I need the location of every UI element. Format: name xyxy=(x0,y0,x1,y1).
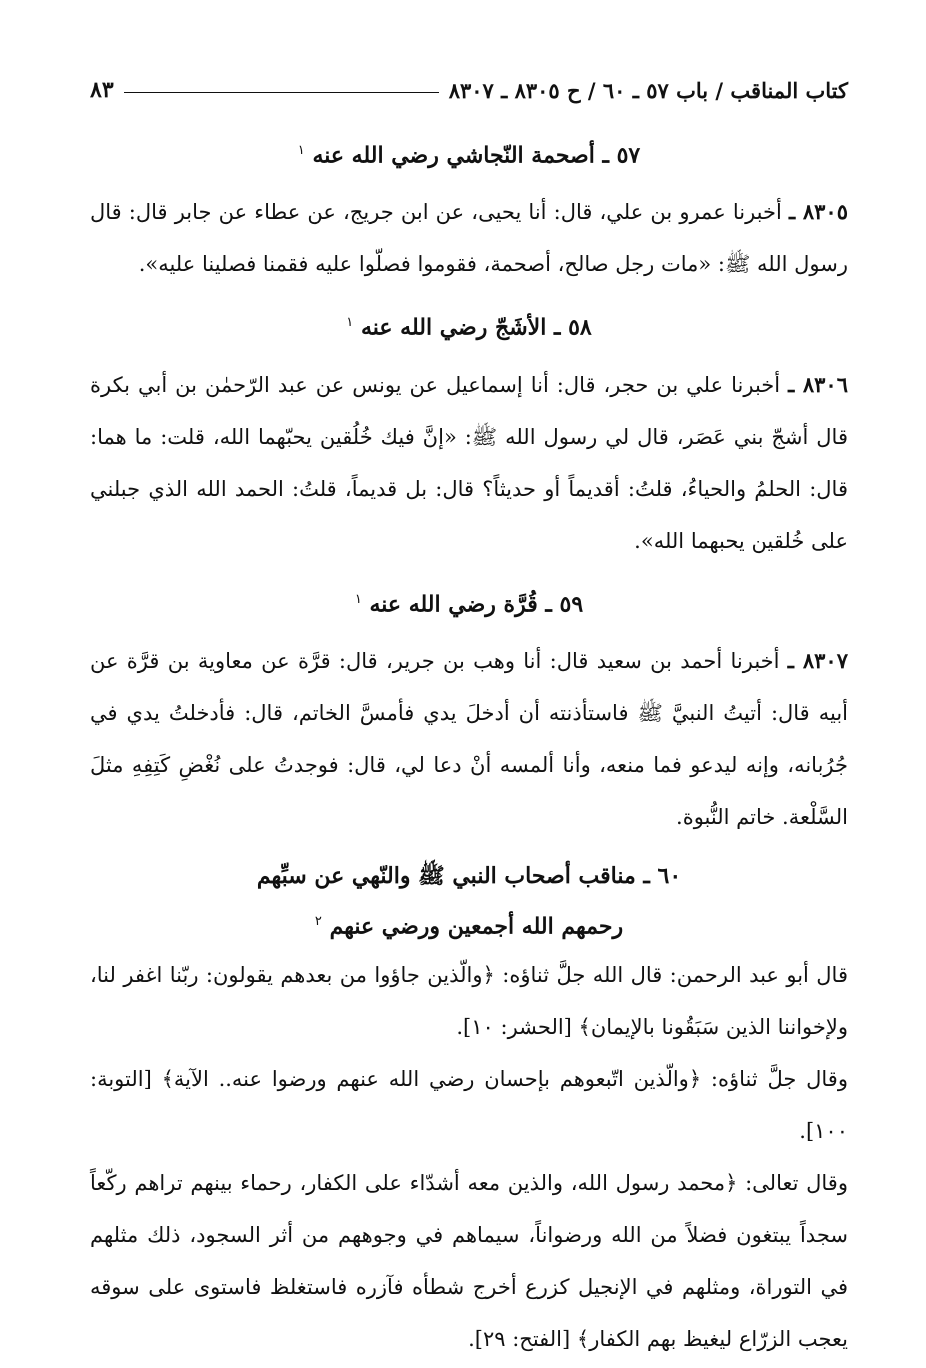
section-heading xyxy=(90,853,848,899)
hadith-paragraph xyxy=(90,186,848,290)
hadith-text: أخبرنا أحمد بن سعيد قال: أنا وهب بن جرير، قال: قرَّة عن معاوية بن قرَّة عن أبيه قال: أتيتُ النبيَّ ﷺ فاستأذنته أن أدخلَ يدي فأمسَّ الخاتم، قال: فأدخلتُ يدي في جُرُبانه، وإنه ليدعو فما منعه، وأنا ألمسه أنْ دعا لي، قال: فوجدتُ على نُغْضِ كَتِفِهِ مثلَ السَّلْعة. خاتم النُّبوة. xyxy=(90,648,848,829)
header-title: كتاب المناقب / باب ٥٧ ـ ٦٠ / ح ٨٣٠٥ ـ ٨٣٠٧ xyxy=(448,77,848,103)
hadith-number: ٨٣٠٦ ـ xyxy=(788,371,848,397)
hadith-text: أخبرنا عمرو بن علي، قال: أنا يحيى، عن ابن جريج، عن عطاء عن جابر قال: قال رسول الله ﷺ: «مات رجل صالح، أصحمة، فقوموا فصلّوا عليه فقمنا فصلينا عليه». xyxy=(90,200,848,277)
footnote-mark: ١ xyxy=(297,143,305,158)
section-heading-text: ٥٧ ـ أصحمة النّجاشي رضي الله عنه xyxy=(312,142,641,169)
section-heading-text: رحمهم الله أجمعين ورضي عنهم xyxy=(329,913,624,940)
footnote-mark: ٢ xyxy=(314,913,322,929)
quote-paragraph: قال أبو عبد الرحمن: قال الله جلَّ ثناؤه: ﴿والّذين جاؤوا من بعدهم يقولون: ربّنا اغفر لنا، ولإخواننا الذين سَبَقُونا بالإيمان﴾ [الحشر: ١٠]. xyxy=(90,963,848,1040)
section-heading xyxy=(90,577,848,627)
footnote-mark: ١ xyxy=(346,315,354,331)
running-header xyxy=(90,70,848,110)
hadith-text: أخبرنا علي بن حجر، قال: أنا إسماعيل عن يونس عن عبد الرّحمٰن بن أبي بكرة قال أشجّ بني عَصَر، قال لي رسول الله ﷺ: «إنَّ فيك خُلُقين يحبّهما الله، قلت: ما هما: قال: الحلمُ والحياءُ، قلتُ: أقديماً أو حديثاً؟ قال: بل قديماً، قلتُ: الحمد الله الذي جبلني على خُلقين يحبهما الله». xyxy=(90,372,848,553)
page-body xyxy=(90,128,848,1365)
section-heading-text: ٦٠ ـ مناقب أصحاب النبي ﷺ والنّهي عن سبِّهم xyxy=(256,862,682,889)
quote-paragraph: وقال تعالى: ﴿محمد رسول الله، والذين معه أشدّاء على الكفار، رحماء بينهم تراهم ركّعاً سجداً يبتغون فضلاً من الله ورضواناً، سيماهم في وجوههم من أثر السجود، ذلك مثلهم في التوراة، ومثلهم في الإنجيل كزرع أخرج شطأه فآزره فاستغلظ فاستوى على سوقه يعجب الزرّاع ليغيظ بهم الكفار﴾ [الفتح: ٢٩]. xyxy=(90,1171,848,1352)
section-heading xyxy=(90,128,848,178)
section-heading-line2 xyxy=(90,899,848,949)
section-heading xyxy=(90,300,848,350)
hadith-number: ٨٣٠٥ ـ xyxy=(788,199,848,225)
hadith-number: ٨٣٠٧ ـ xyxy=(787,647,848,673)
quote-paragraph: وقال جلَّ ثناؤه: ﴿والّذين اتّبعوهم بإحسان رضي الله عنهم ورضوا عنه.. الآية﴾ [التوبة: ١٠٠]. xyxy=(90,1067,848,1144)
hadith-paragraph xyxy=(90,359,848,567)
section-heading-text: ٥٨ ـ الأشَجّ رضي الله عنه xyxy=(360,314,592,341)
header-rule xyxy=(124,92,439,93)
section-heading-text: ٥٩ ـ قُرَّة رضي الله عنه xyxy=(369,590,584,617)
page-number: ٨٣ xyxy=(90,77,114,103)
hadith-paragraph xyxy=(90,635,848,843)
footnote-mark: ١ xyxy=(354,591,362,607)
